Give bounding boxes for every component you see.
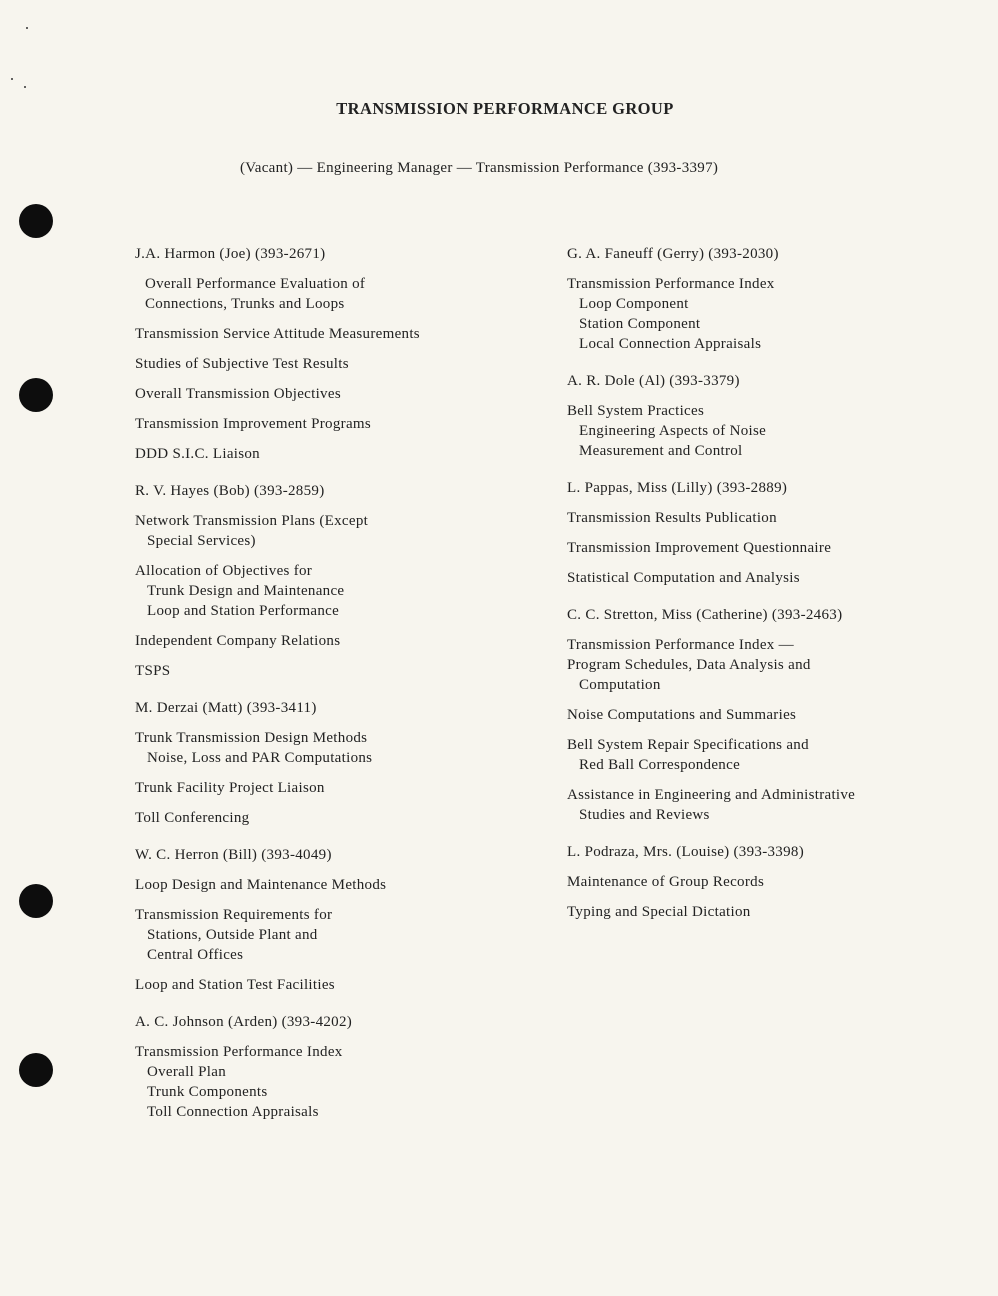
responsibility <box>135 324 545 344</box>
responsibility-line: Studies and Reviews <box>579 807 710 823</box>
responsibility-line: Loop Design and Maintenance Methods <box>135 877 387 893</box>
staff-entry <box>567 842 987 922</box>
responsibility-line: Studies of Subjective Test Results <box>135 356 349 372</box>
responsibility <box>135 905 545 965</box>
responsibility-line: Overall Performance Evaluation of <box>145 276 366 292</box>
responsibility-line: Loop Component <box>579 296 689 312</box>
responsibility <box>135 354 545 374</box>
responsibility-line: Assistance in Engineering and Administrative <box>567 787 856 803</box>
responsibility <box>135 1042 545 1122</box>
staff-name: M. Derzai (Matt) (393-3411) <box>135 700 317 716</box>
responsibility <box>135 778 545 798</box>
responsibility <box>567 902 987 922</box>
responsibility-line: Overall Transmission Objectives <box>135 386 341 402</box>
right-column <box>567 244 987 939</box>
responsibility-line: Typing and Special Dictation <box>567 904 751 920</box>
staff-name: A. R. Dole (Al) (393-3379) <box>567 373 740 389</box>
responsibility-line: Station Component <box>579 316 701 332</box>
responsibility <box>567 705 987 725</box>
left-column <box>135 244 545 1139</box>
staff-entry <box>135 244 545 464</box>
staff-name: A. C. Johnson (Arden) (393-4202) <box>135 1014 353 1030</box>
staff-name: G. A. Faneuff (Gerry) (393-2030) <box>567 246 779 262</box>
responsibility <box>135 274 545 314</box>
staff-entry <box>135 481 545 681</box>
staff-name: R. V. Hayes (Bob) (393-2859) <box>135 483 325 499</box>
responsibility-line: Connections, Trunks and Loops <box>145 296 345 312</box>
responsibility-line: Transmission Requirements for <box>135 907 333 923</box>
responsibility <box>567 401 987 461</box>
responsibility-line: Trunk Facility Project Liaison <box>135 780 325 796</box>
staff-entry <box>567 478 987 588</box>
responsibility <box>135 444 545 464</box>
responsibility <box>567 508 987 528</box>
responsibility <box>567 785 987 825</box>
responsibility-line: Loop and Station Performance <box>147 603 340 619</box>
punch-hole <box>19 1053 53 1087</box>
responsibility <box>567 274 987 354</box>
staff-name: W. C. Herron (Bill) (393-4049) <box>135 847 332 863</box>
responsibility-line: Transmission Performance Index <box>135 1044 343 1060</box>
responsibility-line: Allocation of Objectives for <box>135 563 313 579</box>
staff-entry <box>135 698 545 828</box>
scan-speck <box>24 86 26 88</box>
responsibility-line: Noise, Loss and PAR Computations <box>147 750 373 766</box>
responsibility-line: TSPS <box>135 663 171 679</box>
responsibility-line: Independent Company Relations <box>135 633 341 649</box>
responsibility <box>567 735 987 775</box>
responsibility-line: Measurement and Control <box>579 443 743 459</box>
staff-name: C. C. Stretton, Miss (Catherine) (393-2463) <box>567 607 843 623</box>
responsibility-line: Statistical Computation and Analysis <box>567 570 800 586</box>
responsibility <box>135 875 545 895</box>
responsibility <box>135 975 545 995</box>
responsibility-line: Red Ball Correspondence <box>579 757 741 773</box>
responsibility-line: Trunk Design and Maintenance <box>147 583 345 599</box>
scan-speck <box>26 27 28 29</box>
staff-entry <box>567 244 987 354</box>
responsibility <box>567 568 987 588</box>
responsibility <box>135 384 545 404</box>
punch-hole <box>19 378 53 412</box>
responsibility-line: Engineering Aspects of Noise <box>579 423 767 439</box>
staff-name: L. Pappas, Miss (Lilly) (393-2889) <box>567 480 788 496</box>
responsibility <box>567 635 987 695</box>
responsibility <box>135 511 545 551</box>
page-title: TRANSMISSION PERFORMANCE GROUP <box>336 99 674 118</box>
responsibility-line: Overall Plan <box>147 1064 226 1080</box>
staff-entry <box>567 371 987 461</box>
responsibility-line: Local Connection Appraisals <box>579 336 762 352</box>
responsibility <box>135 631 545 651</box>
responsibility-line: Transmission Performance Index — <box>567 637 794 653</box>
responsibility <box>567 538 987 558</box>
responsibility-line: Bell System Repair Specifications and <box>567 737 809 753</box>
staff-entry <box>567 605 987 825</box>
responsibility-line: Special Services) <box>147 533 256 549</box>
punch-hole <box>19 884 53 918</box>
responsibility <box>135 561 545 621</box>
responsibility-line: Toll Conferencing <box>135 810 250 826</box>
responsibility-line: Transmission Improvement Programs <box>135 416 372 432</box>
responsibility-line: Central Offices <box>147 947 244 963</box>
responsibility-line: DDD S.I.C. Liaison <box>135 446 260 462</box>
responsibility-line: Program Schedules, Data Analysis and <box>567 657 811 673</box>
responsibility-line: Network Transmission Plans (Except <box>135 513 369 529</box>
staff-name: L. Podraza, Mrs. (Louise) (393-3398) <box>567 844 804 860</box>
responsibility-line: Trunk Components <box>147 1084 268 1100</box>
responsibility <box>135 728 545 768</box>
responsibility-line: Transmission Improvement Questionnaire <box>567 540 832 556</box>
manager-line: (Vacant) — Engineering Manager — Transmission Performance (393-3397) <box>240 160 719 176</box>
responsibility-line: Noise Computations and Summaries <box>567 707 797 723</box>
responsibility-line: Transmission Results Publication <box>567 510 777 526</box>
responsibility-line: Computation <box>579 677 661 693</box>
staff-name: J.A. Harmon (Joe) (393-2671) <box>135 246 326 262</box>
responsibility <box>135 661 545 681</box>
responsibility <box>135 414 545 434</box>
responsibility-line: Loop and Station Test Facilities <box>135 977 335 993</box>
staff-entry <box>135 845 545 995</box>
responsibility <box>135 808 545 828</box>
responsibility-line: Bell System Practices <box>567 403 705 419</box>
responsibility-line: Transmission Performance Index <box>567 276 775 292</box>
responsibility-line: Toll Connection Appraisals <box>147 1104 319 1120</box>
responsibility-line: Maintenance of Group Records <box>567 874 765 890</box>
responsibility <box>567 872 987 892</box>
scan-speck <box>11 78 13 80</box>
responsibility-line: Transmission Service Attitude Measurements <box>135 326 420 342</box>
punch-hole <box>19 204 53 238</box>
responsibility-line: Trunk Transmission Design Methods <box>135 730 368 746</box>
staff-entry <box>135 1012 545 1122</box>
responsibility-line: Stations, Outside Plant and <box>147 927 318 943</box>
